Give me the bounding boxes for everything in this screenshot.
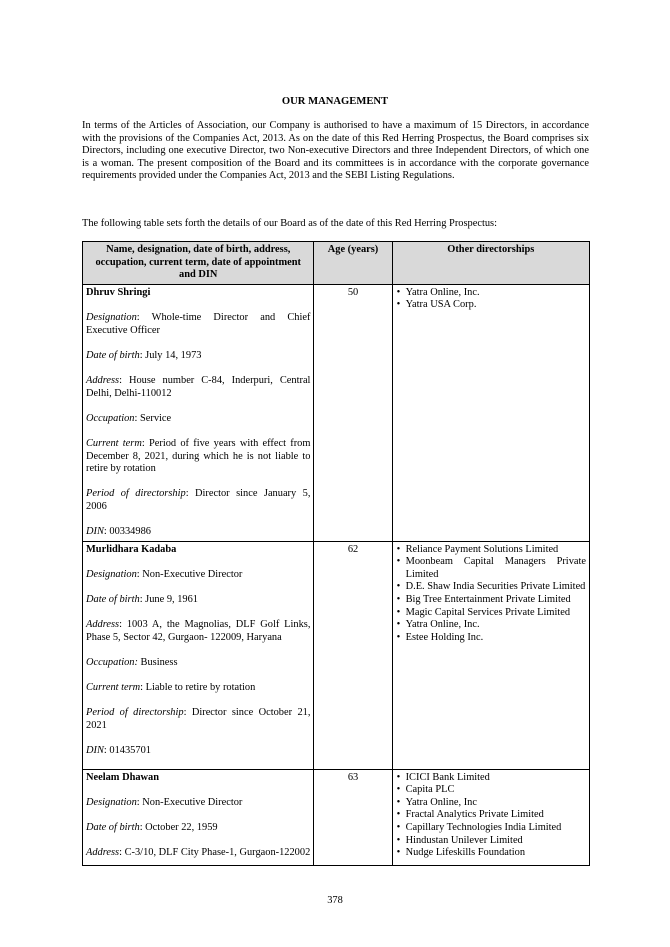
directorship-item: • Capillary Technologies India Limited — [396, 822, 586, 835]
detail-field — [86, 822, 310, 835]
table-lead-paragraph: The following table sets forth the details of our Board as of the date of this Red Herring Prospectus: — [82, 218, 497, 229]
header-age: Age (years) — [314, 242, 392, 285]
field-value: : October 22, 1959 — [139, 822, 218, 834]
field-label: Address — [86, 847, 120, 859]
detail-field — [86, 707, 310, 732]
director-age: 50 — [314, 284, 392, 541]
directorship-item: • D.E. Shaw India Securities Private Limited — [396, 581, 586, 594]
field-label: Designation — [86, 568, 137, 580]
detail-field — [86, 488, 310, 513]
detail-field — [86, 375, 310, 400]
directorship-item: • Big Tree Entertainment Private Limited — [396, 594, 586, 607]
field-value: : Non-Executive Director — [136, 796, 243, 808]
field-label: Occupation — [86, 412, 135, 424]
directorship-item: • Yatra USA Corp. — [396, 299, 586, 312]
board-table — [82, 241, 590, 866]
detail-field — [86, 619, 310, 644]
field-value: : Service — [134, 412, 172, 424]
other-directorships — [392, 541, 589, 769]
detail-field — [86, 797, 310, 810]
field-label: DIN — [86, 526, 104, 538]
field-label: Period of directorship — [86, 488, 186, 500]
directorship-item: • Nudge Lifeskills Foundation — [396, 847, 586, 860]
field-value: : Director since October 21, 2021 — [86, 707, 311, 731]
field-value: : C-3/10, DLF City Phase-1, Gurgaon-122002 — [119, 847, 311, 859]
field-label: Date of birth — [86, 349, 140, 361]
header-directorships: Other directorships — [392, 242, 589, 285]
field-value: : 00334986 — [103, 526, 151, 538]
other-directorships — [392, 769, 589, 865]
detail-field — [86, 438, 310, 476]
intro-paragraph: In terms of the Articles of Association, our Company is authorised to have a maximum of 15 Directors, in accordance with the provisions of the Companies Act, 2013. As on the date of this Red Herring Prospectus, the Board comprises six Directors, including one executive Director, two Non-executive Directors and three Independent Directors, of which one is a woman. The present composition of the Board and its committees is in accordance with the corporate governance requirements provided under the Companies Act, 2013 and the SEBI Listing Regulations. — [82, 120, 589, 182]
directorship-item: • Yatra Online, Inc — [396, 797, 586, 810]
detail-field — [86, 569, 310, 582]
field-label: Current term — [86, 437, 142, 449]
field-label: Address — [86, 374, 120, 386]
detail-field — [86, 682, 310, 695]
page-number: 378 — [327, 895, 343, 906]
field-label: Designation — [86, 796, 137, 808]
field-label: Date of birth — [86, 594, 140, 606]
detail-field — [86, 847, 310, 860]
table-row — [83, 541, 590, 769]
directorship-item: • Magic Capital Services Private Limited — [396, 607, 586, 620]
detail-field — [86, 413, 310, 426]
detail-field — [86, 350, 310, 363]
detail-field — [86, 745, 310, 758]
field-value: : Whole-time Director and Chief Executive Officer — [86, 311, 311, 336]
director-age: 63 — [314, 769, 392, 865]
field-label: Designation — [86, 311, 137, 323]
directorship-item: • Reliance Payment Solutions Limited — [396, 544, 586, 557]
field-value: : Period of five years with effect from December 8, 2021, during which he is not liable to retire by rotation — [86, 437, 311, 475]
field-value: : 01435701 — [103, 745, 151, 757]
director-details — [83, 769, 314, 865]
detail-field — [86, 526, 310, 539]
field-value: : July 14, 1973 — [139, 349, 202, 361]
directorship-item: • ICICI Bank Limited — [396, 772, 586, 785]
director-name: Neelam Dhawan — [86, 771, 160, 783]
director-details — [83, 541, 314, 769]
directorship-item: • Yatra Online, Inc. — [396, 287, 586, 300]
director-details — [83, 284, 314, 541]
detail-field — [86, 594, 310, 607]
field-label: DIN — [86, 745, 104, 757]
field-label: Current term — [86, 682, 141, 694]
table-row — [83, 284, 590, 541]
detail-field — [86, 657, 310, 670]
field-value: : Liable to retire by rotation — [140, 682, 256, 694]
field-value: : Director since January 5, 2006 — [86, 488, 311, 512]
page-title: OUR MANAGEMENT — [281, 96, 389, 107]
field-value: Business — [137, 657, 178, 668]
directorship-item: • Moonbeam Capital Managers Private Limited — [396, 556, 586, 581]
director-name: Dhruv Shringi — [86, 286, 151, 298]
field-label: Period of directorship — [86, 707, 184, 719]
table-row — [83, 769, 590, 865]
director-name: Murlidhara Kadaba — [86, 543, 177, 555]
field-label: Date of birth — [86, 822, 140, 834]
directorship-item: • Fractal Analytics Private Limited — [396, 809, 586, 822]
field-value: : House number C-84, Inderpuri, Central Delhi, Delhi-110012 — [86, 374, 311, 399]
directorship-item: • Capita PLC — [396, 784, 586, 797]
directorship-item: • Hindustan Unilever Limited — [396, 835, 586, 848]
director-age: 62 — [314, 541, 392, 769]
field-label: Occupation: — [86, 657, 138, 668]
field-label: Address — [86, 619, 120, 631]
field-value: : June 9, 1961 — [139, 594, 198, 606]
field-value: : 1003 A, the Magnolias, DLF Golf Links, Phase 5, Sector 42, Gurgaon- 122009, Haryana — [86, 619, 311, 643]
directorship-item: • Yatra Online, Inc. — [396, 619, 586, 632]
detail-field — [86, 312, 310, 337]
directorship-item: • Estee Holding Inc. — [396, 632, 586, 645]
field-value: : Non-Executive Director — [136, 568, 243, 580]
header-details: Name, designation, date of birth, address, occupation, current term, date of appointment and DIN — [83, 242, 314, 285]
table-header-row — [83, 242, 590, 285]
other-directorships — [392, 284, 589, 541]
